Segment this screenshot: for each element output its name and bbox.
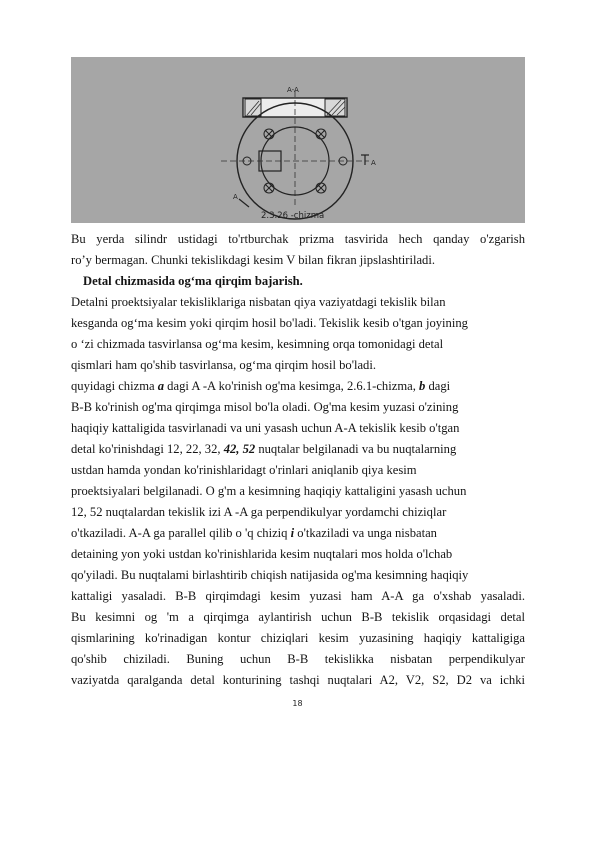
text-line: ustdan hamda yondan ko'rinishlaridagt o'rinlari aniqlanib qiya kesim [71,463,417,477]
text-line: haqiqiy kattaligida tasvirlanadi va uni yasash uchun A-A tekislik kesib o'tgan [71,421,460,435]
text-line: qismlari ham qo'shib tasvirlansa, og‘ma qirqim hosil bo'ladi. [71,358,376,372]
text-line: Bu kesimni og 'm a qirqimga aylantirish uchun B-B tekislik orqasidagi detal [71,610,525,624]
text-line: ro’y bermagan. Chunki tekislikdagi kesim V bilan fikran jipslashtiriladi. [71,253,435,267]
text-line: kesganda og‘ma kesim yoki qirqim hosil bo'ladi. Tekislik kesib o'tgan joyining [71,316,468,330]
text-line: B-B ko'rinish og'ma qirqimga misol bo'la oladi. Og'ma kesim yuzasi o'zining [71,400,459,414]
figure-caption: 2.3.26 -chizma [261,211,325,221]
page-number: 18 [292,699,303,708]
text-line: kattaligi yasaladi. B-B qirqimdagi kesim yuzasi ham A-A ga o'xshab yasaladi. [71,589,525,603]
text-line: vaziyatda qaralganda detal konturining tashqi nuqtalari A2, V2, S2, D2 va ichki [71,673,525,687]
emphasis-points: 42, 52 [223,442,256,456]
text-line: qo'shib chiziladi. Buning uchun B-B tekislikka nisbatan perpendikulyar [71,652,525,666]
technical-drawing [71,57,525,223]
emphasis-i: i [290,526,295,540]
label-right: A [371,159,376,167]
text-run: o'tkaziladi. A-A ga parallel qilib o 'q chiziq [71,526,291,540]
text-line [71,376,525,397]
text-line: proektsiyalari belgilanadi. O g'm a kesimning haqiqiy kattaligini yasash uchun [71,484,467,498]
photo-background [71,57,525,223]
text-line [71,439,525,460]
text-run: dagi A -A ko'rinish og'ma kesimga, 2.6.1-chizma, [164,379,420,393]
text-line: qo'yiladi. Bu nuqtalami birlashtirib chiqish natijasida og'ma kesimning haqiqiy [71,568,469,582]
text-run: quyidagi chizma [71,379,158,393]
text-run: nuqtalar belgilanadi va bu nuqtalarning [255,442,457,456]
text-run: dagi [425,379,451,393]
text-line [71,523,525,544]
text-line: qismlarining ko'rinadigan kontur chiziqlari kesim yuzasining haqiqiy kattaligiga [71,631,525,645]
text-line: Detalni proektsiyalar tekisliklariga nisbatan qiya vaziyatdagi tekislik bilan [71,295,446,309]
text-line: detaining yon yoki ustdan ko'rinishlarida kesim nuqtalari mos holda o'lchab [71,547,453,561]
section-heading: Detal chizmasida og‘ma qirqim bajarish. [83,274,303,288]
text-line: 12, 52 nuqtalardan tekislik izi A -A ga perpendikulyar yordamchi chiziqlar [71,505,447,519]
text-line: o ‘zi chizmada tasvirlansa og‘ma kesim, kesimning orqa tomonidagi detal [71,337,444,351]
drawing-figure [71,57,525,223]
text-run: detal ko'rinishdagi 12, 22, 32, [71,442,224,456]
text-line: Bu yerda silindr ustidagi to'rtburchak prizma tasvirida hech qanday o'zgarish [71,232,525,246]
emphasis-b: b [419,379,426,393]
section-label: A-A [287,86,299,94]
emphasis-a: a [157,379,165,393]
text-run: o'tkaziladi va unga nisbatan [294,526,437,540]
label-left: A [233,193,238,201]
